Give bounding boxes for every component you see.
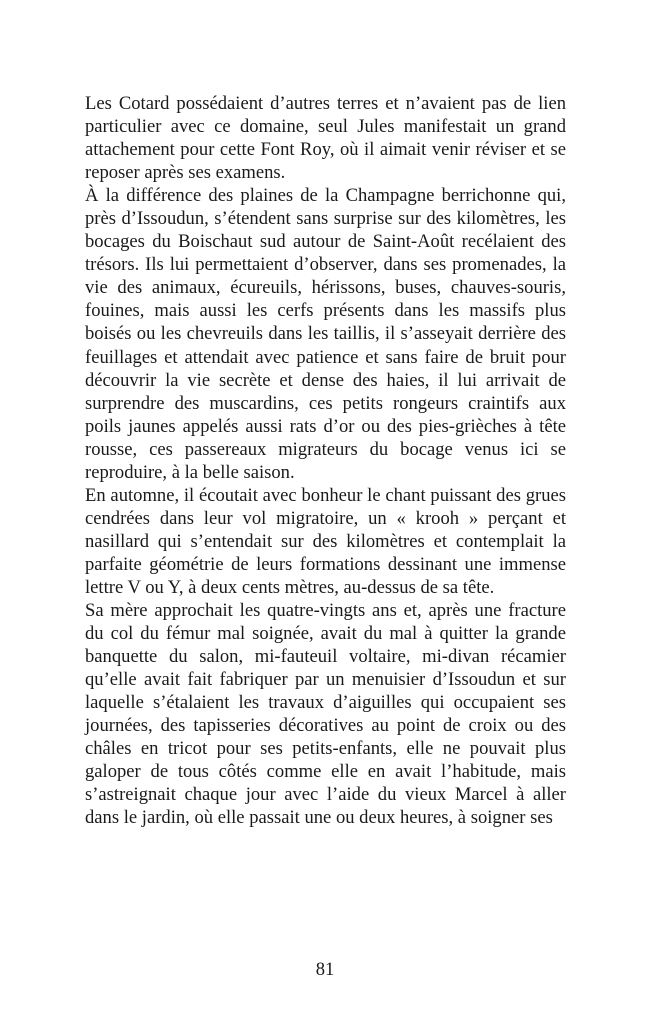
paragraph-2: À la différence des plaines de la Champagne berrichonne qui, près d’Issoudun, s’étendent sans surprise sur des kilomètres, les bocages du Boischaut sud autour de Saint-Août recélaient des trésors. Ils lui permettaient d’observer, dans ses promenades, la vie des animaux, écureuils, hérissons, buses, chauves-souris, fouines, mais aussi les cerfs présents dans les massifs plus boisés ou les chevreuils dans les taillis, il s’asseyait derrière des feuillages et attendait avec patience et sans faire de bruit pour découvrir la vie secrète et dense des haies, il lui arrivait de surprendre des muscardins, ces petits rongeurs craintifs aux poils jaunes appelés aussi rats d’or ou des pies-grièches à tête rousse, ces passereaux migrateurs du bocage venus ici se reproduire, à la belle saison. — [85, 185, 566, 483]
body-text — [85, 92, 566, 830]
paragraph-1: Les Cotard possédaient d’autres terres et n’avaient pas de lien particulier avec ce domaine, seul Jules manifestait un grand attachement pour cette Font Roy, où il aimait venir réviser et se reposer après ses examens. — [85, 93, 566, 184]
page-number: 81 — [315, 959, 335, 980]
paragraph-4: Sa mère approchait les quatre-vingts ans et, après une fracture du col du fémur mal soignée, avait du mal à quitter la grande banquette du salon, mi-fauteuil voltaire, mi-divan récamier qu’elle avait fait fabriquer par un menuisier d’Issoudun et sur laquelle s’étalaient les travaux d’aiguilles qui occupaient ses journées, des tapisseries décoratives au point de croix ou des châles en tricot pour ses petits-enfants, elle ne pouvait plus galoper de tous côtés comme elle en avait l’habitude, mais s’astreignait chaque jour avec l’aide du vieux Marcel à aller dans le jardin, où elle passait une ou deux heures, à soigner ses — [85, 600, 566, 829]
paragraph-3: En automne, il écoutait avec bonheur le chant puissant des grues cendrées dans leur vol migratoire, un « krooh » perçant et nasillard qui s’entendait sur des kilomètres et contemplait la parfaite géométrie de leurs formations dessinant une immense lettre V ou Y, à deux cents mètres, au-dessus de sa tête. — [85, 484, 566, 598]
